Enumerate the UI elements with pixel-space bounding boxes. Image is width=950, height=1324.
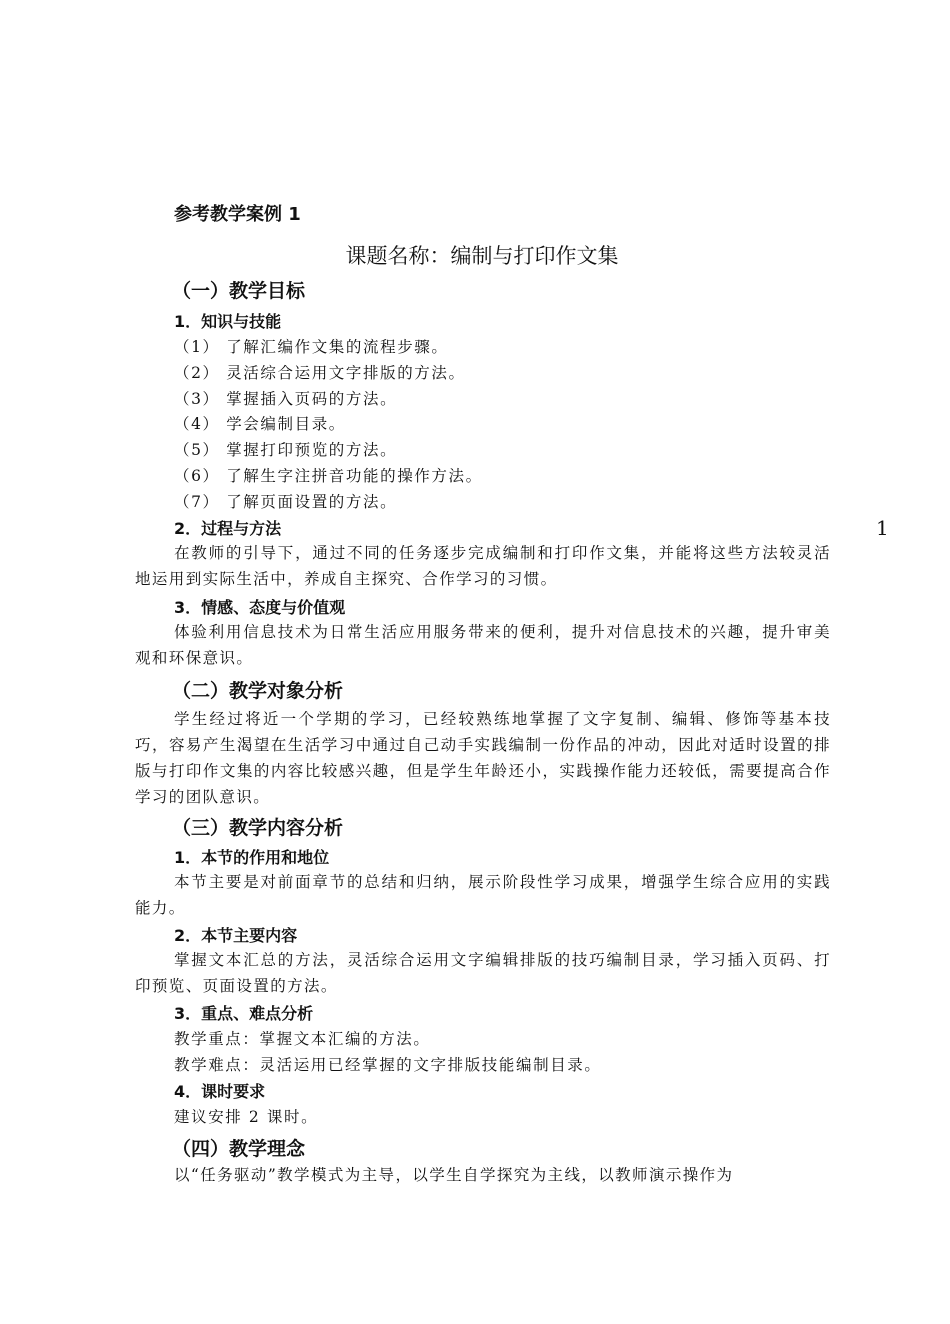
section-heading-objectives: （一）教学目标 <box>172 280 306 302</box>
subheading-class-hours: 4．课时要求 <box>174 1082 266 1101</box>
paragraph-philosophy: 以“任务驱动”教学模式为主导，以学生自学探究为主线，以教师演示操作为 <box>174 1166 734 1184</box>
class-hours-text: 建议安排 2 课时。 <box>174 1108 319 1126</box>
list-item: （4） 学会编制目录。 <box>174 415 346 433</box>
paragraph-main-content: 掌握文本汇总的方法，灵活综合运用文字编辑排版的技巧编制目录，学习插入页码、打印预览、页面设置的方法。 <box>135 951 831 995</box>
subheading-role-position: 1．本节的作用和地位 <box>174 848 330 867</box>
paragraph-role-position: 本节主要是对前面章节的总结和归纳，展示阶段性学习成果，增强学生综合应用的实践能力。 <box>135 873 831 917</box>
list-item: （7） 了解页面设置的方法。 <box>174 493 398 511</box>
list-item: （3） 掌握插入页码的方法。 <box>174 390 398 408</box>
subheading-attitude-values: 3．情感、态度与价值观 <box>174 598 346 617</box>
subheading-knowledge-skills: 1．知识与技能 <box>174 312 282 331</box>
section-heading-audience: （二）教学对象分析 <box>172 680 344 702</box>
subheading-process-method: 2．过程与方法 <box>174 519 282 538</box>
list-item: （2） 灵活综合运用文字排版的方法。 <box>174 364 466 382</box>
subheading-key-difficult: 3．重点、难点分析 <box>174 1004 314 1023</box>
paragraph-process-method: 在教师的引导下，通过不同的任务逐步完成编制和打印作文集，并能将这些方法较灵活地运用到实际生活中，养成自主探究、合作学习的习惯。 <box>135 544 831 588</box>
subheading-main-content: 2．本节主要内容 <box>174 926 298 945</box>
page-title: 课题名称：编制与打印作文集 <box>345 244 619 268</box>
list-item: （1） 了解汇编作文集的流程步骤。 <box>174 338 449 356</box>
list-item: （5） 掌握打印预览的方法。 <box>174 441 398 459</box>
teaching-difficulty: 教学难点：灵活运用已经掌握的文字排版技能编制目录。 <box>174 1056 602 1074</box>
paragraph-audience: 学生经过将近一个学期的学习，已经较熟练地掌握了文字复制、编辑、修饰等基本技巧，容易产生渴望在生活学习中通过自己动手实践编制一份作品的冲动，因此对适时设置的排版与打印作文集的内容比较感兴趣，但是学生年龄还小，实践操作能力还较低，需要提高合作学习的团队意识。 <box>135 710 831 806</box>
paragraph-attitude-values: 体验利用信息技术为日常生活应用服务带来的便利，提升对信息技术的兴趣，提升审美观和环保意识。 <box>135 623 831 667</box>
case-label: 参考教学案例 1 <box>174 204 301 225</box>
section-heading-content: （三）教学内容分析 <box>172 817 344 839</box>
teaching-key-point: 教学重点：掌握文本汇编的方法。 <box>174 1030 431 1048</box>
page-number: 1 <box>876 516 889 540</box>
section-heading-philosophy: （四）教学理念 <box>172 1138 306 1160</box>
list-item: （6） 了解生字注拼音功能的操作方法。 <box>174 467 483 485</box>
